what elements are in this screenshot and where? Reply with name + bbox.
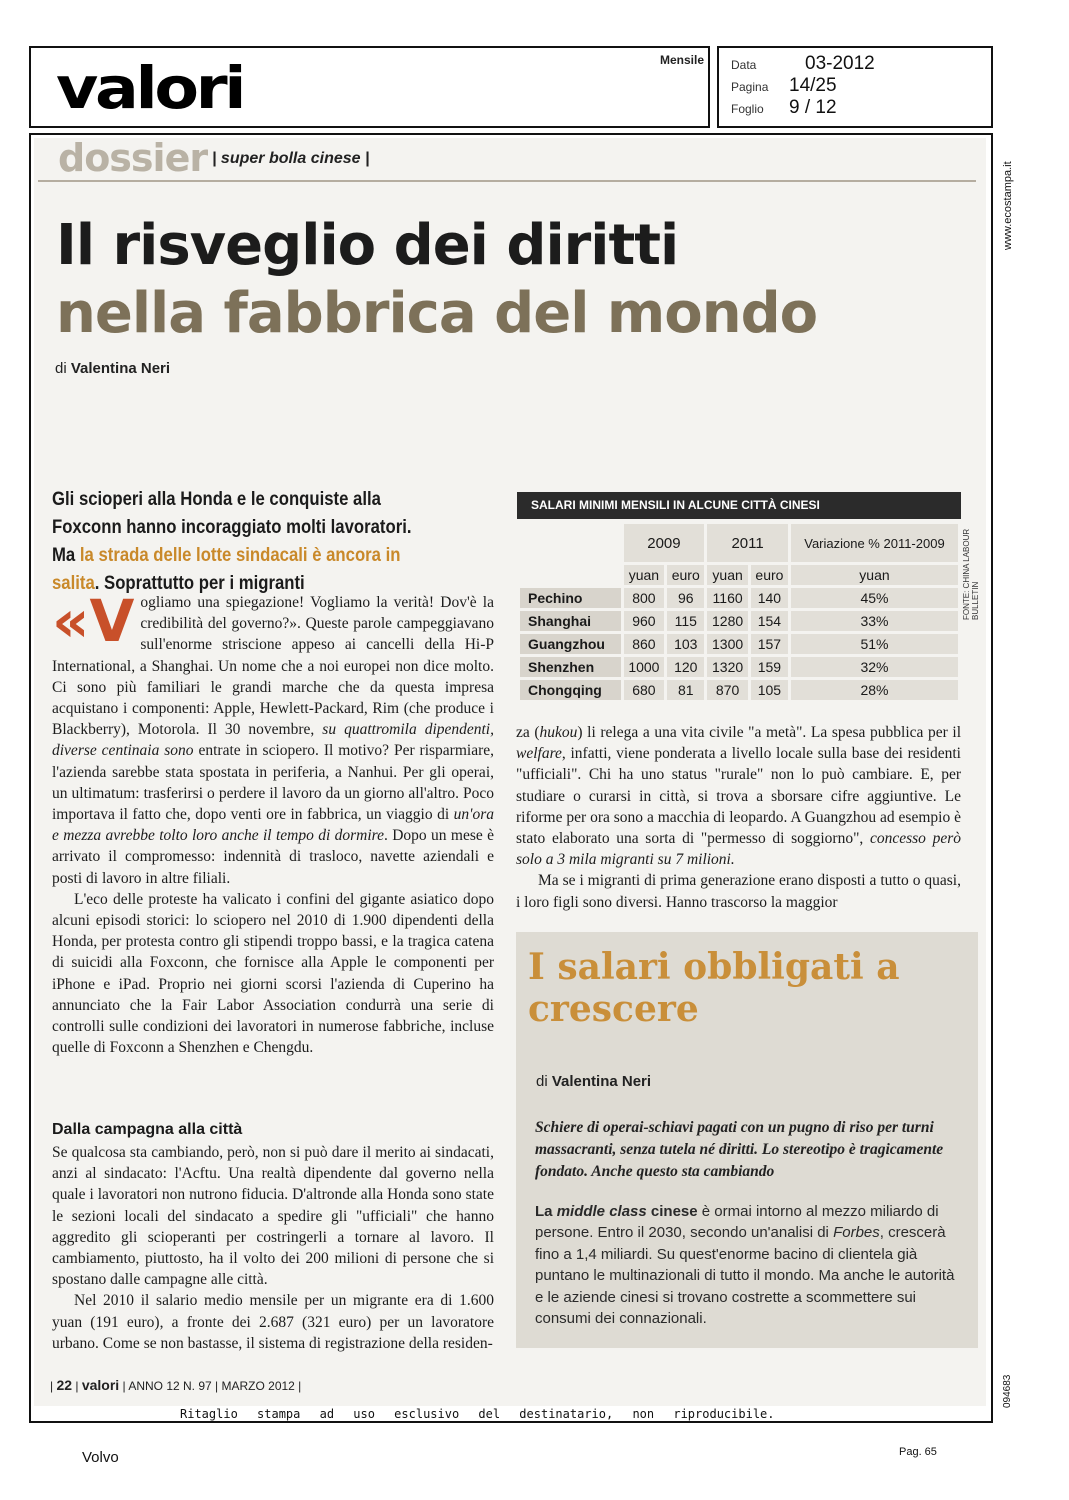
paragraph-3: Se qualcosa sta cambiando, però, non si può dare il merito ai sindacati, anzi al sindacato: l'Acftu. Una realtà dipendente dal governo nella quale i lavoratori non nutrono fiducia. D'altronde alla Honda sono state le sezioni locali del sindacato a spedire gli "ufficiali" che hanno aggredito gli scioperanti per costringerli a tornare al lavoro. Il cambiamento, piuttosto, ha il volto dei 200 milioni di persone che si spostano dalle campagne alle città. (52, 1144, 494, 1289)
box-byline-prefix: di (536, 1073, 548, 1090)
table-header-row (520, 524, 958, 562)
cell-variation: 28% (791, 680, 958, 700)
box-body-forbes: Forbes (833, 1224, 880, 1242)
side-code: 094683 (1002, 1374, 1013, 1408)
folio-page: 22 (56, 1377, 73, 1393)
folio-magazine: valori (81, 1377, 120, 1393)
table-corner-2 (520, 565, 621, 585)
folio-month: MARZO 2012 (221, 1379, 295, 1393)
byline (55, 360, 170, 377)
table-row (520, 657, 958, 677)
headline-line-1: Il risveglio dei diritti (56, 213, 679, 278)
salary-table (517, 521, 961, 703)
box-body-text-d: , crescerà fino a 1,4 miliardi. Su quest'enorme bacino di clientela già puntano le multinazionali di tutto il mondo. Ma anche le autorità e le aziende cinesi si trovano costrette a scommettere sui consumi dei connazionali. (535, 1224, 955, 1328)
table-title-rest: IN ALCUNE CITTÀ CINESI (669, 498, 820, 512)
cell-2009-euro: 120 (667, 657, 704, 677)
unit-euro-2011: euro (751, 565, 788, 585)
p1-text-b: entrate in sciopero. Il motivo? Per risparmiare, l'azienda sarebbe stata spostata in periferia, a Nanhui. Per gli operai, un ultimatum: trasferirsi o perdere il lavoro da un giorno all'altro. Poco importava il fatto che, dopo venti ore in fabbrica, un viaggio di (52, 742, 494, 824)
cell-2009-euro: 81 (667, 680, 704, 700)
box-body-bold-b: cinese (646, 1203, 698, 1220)
p1-italic-2: un'ora e mezza avrebbe tolto loro anche il tempo di dormire (52, 806, 494, 845)
cell-2011-yuan: 870 (707, 680, 748, 700)
table-row (520, 680, 958, 700)
drop-quote: « (52, 587, 90, 655)
p1-text-c: . Dopo un mese è arrivato il compromesso: indennità di trasloco, navette aziendali e posti di lavoro in altre filiali. (52, 827, 494, 887)
headline-line-2: nella fabbrica del mondo (56, 281, 818, 346)
date-label: Data (731, 58, 757, 72)
box-body (535, 1201, 965, 1329)
byline-prefix: di (55, 360, 67, 377)
unit-euro-2009: euro (667, 565, 704, 585)
sheet-row (731, 97, 837, 119)
section-label: dossier (58, 136, 208, 180)
cell-variation: 51% (791, 634, 958, 654)
year-2009-header: 2009 (624, 524, 705, 562)
body-column-1-lower (52, 1142, 494, 1354)
cell-variation: 32% (791, 657, 958, 677)
cell-2011-euro: 140 (751, 588, 788, 608)
box-body-text-c: è ormai intorno al mezzo miliardo di persone. Entro il 2030, secondo un'analisi di (535, 1203, 939, 1242)
drop-letter: V (89, 587, 135, 655)
clipping-notice: Ritaglio stampa ad uso esclusivo del destinatario, non riproducibile. (180, 1407, 775, 1421)
box-lead: Schiere di operai-schiavi pagati con un pugno di riso per turni massacranti, senza tutela né diritti. Lo stereotipo è tragicamente fondato. Anche questo sta cambiando (535, 1119, 944, 1180)
cell-2011-euro: 159 (751, 657, 788, 677)
table-unit-row (520, 565, 958, 585)
cell-2009-euro: 96 (667, 588, 704, 608)
table-title (517, 492, 961, 519)
c2-text-b: ) li relega a una vita civile "a metà". La spesa pubblica per il (577, 724, 962, 741)
p1-italic: su quattromila dipendenti, diverse centinaia sono (52, 721, 494, 760)
cell-2009-yuan: 860 (624, 634, 665, 654)
date-value: 03-2012 (805, 53, 875, 74)
c2-hukou: hukou (539, 724, 578, 741)
page-counter: Pag. 65 (899, 1446, 937, 1458)
c2-italic: concesso però solo a 3 mila migranti su 7 milioni. (516, 830, 961, 869)
publication-info-box (717, 46, 993, 128)
unit-yuan-2011: yuan (707, 565, 748, 585)
c2-text-a: za ( (516, 724, 540, 741)
table-row (520, 588, 958, 608)
box-byline (536, 1073, 651, 1090)
cell-2009-yuan: 680 (624, 680, 665, 700)
sheet-value: 9 / 12 (789, 97, 837, 118)
cell-2009-yuan: 800 (624, 588, 665, 608)
table-row (520, 634, 958, 654)
cell-2011-euro: 154 (751, 611, 788, 631)
city-cell: Chongqing (520, 680, 621, 700)
cell-2011-yuan: 1320 (707, 657, 748, 677)
table-source: FONTE: CHINA LABOUR BULLETIN (962, 528, 980, 620)
page-row (731, 75, 837, 97)
city-cell: Shanghai (520, 611, 621, 631)
year-2011-header: 2011 (707, 524, 788, 562)
client-name: Volvo (82, 1449, 119, 1466)
page-label: Pagina (731, 80, 769, 94)
table-row (520, 611, 958, 631)
page-value: 14/25 (789, 75, 837, 96)
paragraph-2: L'eco delle proteste ha valicato i confini del gigante asiatico dopo alcuni episodi storici: lo sciopero nel 2010 di 1.900 dipendenti della Honda, per protesta contro gli stipendi troppo bassi, e la tragica catena di suicidi alla Foxconn, che fornisce alla Apple le componenti per iPhone e iPad. Proprio nei giorni scorsi l'azienda di Cuperino ha annunciato che la Fair Labor Association condurrà una serie di controlli sulle condizioni dei lavoratori in numerose fabbriche, incluse quelle di Foxconn a Shenzhen e Chengdu. (52, 890, 494, 1057)
cell-2009-euro: 115 (667, 611, 704, 631)
masthead-box (29, 46, 710, 128)
folio-issue: ANNO 12 N. 97 (128, 1379, 212, 1393)
standfirst-text: Gli scioperi alla Honda e le conquiste alla Foxconn hanno incoraggiato molti lavoratori. Ma (52, 489, 412, 566)
box-body-bold-a: La (535, 1203, 557, 1220)
box-body-italic: middle class (556, 1203, 647, 1220)
city-cell: Guangzhou (520, 634, 621, 654)
box-title: I salari obbligati a crescere (528, 946, 900, 1030)
periodicity: Mensile (659, 53, 704, 67)
sheet-label: Foglio (731, 102, 764, 116)
folio: | 22 | valori | ANNO 12 N. 97 | MARZO 2012 | (50, 1377, 302, 1393)
drop-cap (52, 587, 135, 655)
cell-variation: 33% (791, 611, 958, 631)
cell-2009-yuan: 1000 (624, 657, 665, 677)
kicker: | super bolla cinese | (212, 150, 370, 167)
p1-text-a: ogliamo una spiegazione! Vogliamo la verità! Dov'è la credibilità del governo?». Queste parole campeggiavano sull'enorme striscione appeso ai cancelli della Hi-P International, a Shanghai. Un nome che a noi europei non dice molto. Ci sono più familiari le grandi marche che da questa impresa acquistano i componenti: Apple, Hewlett-Packard, Rim (che produce i Blackberry), Motorola. Il 30 novembre, (52, 594, 494, 739)
standfirst-highlight: la strada delle lotte sindacali è ancora in salita (52, 545, 401, 594)
section-rule (38, 180, 976, 182)
paragraph-4: Nel 2010 il salario medio mensile per un migrante era di 1.600 yuan (191 euro), a fronte dei 2.687 (321 euro) per un lavoratore urbano. Come se non bastasse, il sistema di registrazione della residen- (52, 1292, 494, 1352)
standfirst (52, 486, 439, 598)
cell-2011-yuan: 1160 (707, 588, 748, 608)
table-corner (520, 524, 621, 562)
c2-welfare: welfare (516, 745, 562, 763)
author-name: Valentina Neri (70, 360, 171, 377)
body-column-1 (52, 587, 494, 1058)
cell-2011-euro: 105 (751, 680, 788, 700)
unit-yuan-variation: yuan (791, 565, 958, 585)
cell-2009-yuan: 960 (624, 611, 665, 631)
city-cell: Shenzhen (520, 657, 621, 677)
cell-2009-euro: 103 (667, 634, 704, 654)
subheading: Dalla campagna alla città (52, 1121, 243, 1138)
city-cell: Pechino (520, 588, 621, 608)
side-url: www.ecostampa.it (1002, 161, 1014, 250)
date-row (731, 53, 875, 75)
cell-2011-euro: 157 (751, 634, 788, 654)
standfirst-end: . Soprattutto per i migranti (94, 573, 305, 594)
unit-yuan-2009: yuan (624, 565, 665, 585)
paragraph-6: Ma se i migranti di prima generazione erano disposti a tutto o quasi, i loro figli sono diversi. Hanno trascorso la maggior (516, 872, 961, 911)
variation-header: Variazione % 2011-2009 (791, 524, 958, 562)
cell-variation: 45% (791, 588, 958, 608)
cell-2011-yuan: 1300 (707, 634, 748, 654)
body-column-2 (516, 722, 961, 913)
table-title-bold: SALARI MINIMI MENSILI (531, 498, 670, 512)
logo: valori (56, 54, 244, 122)
paragraph-5 (516, 722, 961, 870)
box-author: Valentina Neri (551, 1073, 652, 1090)
c2-text-c: , infatti, viene ponderata a livello locale sulla base dei residenti "ufficiali". Chi ha uno status "rurale" non lo può cambiare. E, per studiare o curarsi in città, si trova a sborsare cifre aggiuntive. Le riforme per ora sono a macchia di leopardo. A Guangzhou ad esempio è stato elaborato una sorta di "permesso di soggiorno", (516, 745, 961, 848)
cell-2011-yuan: 1280 (707, 611, 748, 631)
